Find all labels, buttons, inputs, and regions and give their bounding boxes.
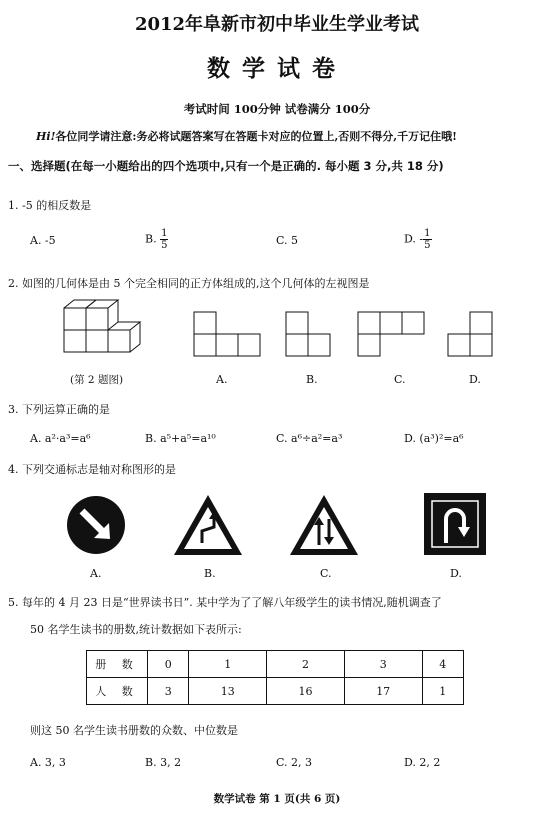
q2-view-a xyxy=(194,312,260,356)
notice-text: 各位同学请注意:务必将试题答案写在答题卡对应的位置上,否则不得分,千万记住哦! xyxy=(55,130,457,143)
section-heading: 一、选择题(在每一小题给出的四个选项中,只有一个是正确的. 每小题 3 分,共 18 分) xyxy=(8,159,444,173)
table-cell: 1 xyxy=(189,651,267,678)
q2-option-d: D. xyxy=(469,373,481,386)
q1-option-d-prefix: D. - xyxy=(404,232,424,246)
q4-option-b: B. xyxy=(204,567,216,580)
table-row xyxy=(87,651,464,678)
q3-option-a: A. a²·a³=a⁶ xyxy=(30,432,91,445)
q4-sign-b-curve-icon xyxy=(172,493,244,557)
q4-stem: 4. 下列交通标志是轴对称图形的是 xyxy=(8,463,176,476)
q1-option-a: A. -5 xyxy=(30,234,56,247)
q4-sign-a-keep-right-icon xyxy=(66,495,126,555)
q4-option-d: D. xyxy=(450,567,462,580)
table-cell: 0 xyxy=(148,651,189,678)
q2-option-c: C. xyxy=(394,373,406,386)
q1-b-denominator: 5 xyxy=(161,240,168,251)
q2-figure-caption: (第 2 题图) xyxy=(70,374,124,386)
table-cell: 3 xyxy=(344,651,422,678)
q3-option-b: B. a⁵+a⁵=a¹⁰ xyxy=(145,432,216,445)
exam-title: 2012年阜新市初中毕业生学业考试 xyxy=(134,14,420,35)
q2-solid-figure xyxy=(62,300,152,360)
q5-option-c: C. 2, 3 xyxy=(276,756,313,769)
q1-option-b-fraction xyxy=(160,228,168,251)
q3-option-d: D. (a³)²=a⁶ xyxy=(404,432,464,445)
q2-view-c xyxy=(358,312,424,356)
notice-hi: Hi! xyxy=(36,130,56,143)
exam-meta: 考试时间 100分钟 试卷满分 100分 xyxy=(183,102,371,116)
notice xyxy=(36,128,457,144)
table-cell: 17 xyxy=(344,678,422,705)
table-header-people: 人 数 xyxy=(87,678,148,705)
q1-d-numerator: 1 xyxy=(424,228,431,239)
q2-stem: 2. 如图的几何体是由 5 个完全相同的正方体组成的,这个几何体的左视图是 xyxy=(8,277,370,290)
q5-stats-table xyxy=(86,650,464,705)
q5-question: 则这 50 名学生读书册数的众数、中位数是 xyxy=(30,724,238,737)
q4-sign-c-two-way-icon xyxy=(288,493,360,557)
q1-option-b-prefix: B. xyxy=(145,232,157,246)
q2-view-d xyxy=(448,312,492,356)
q1-option-d xyxy=(404,228,432,251)
table-cell: 13 xyxy=(189,678,267,705)
q3-stem: 3. 下列运算正确的是 xyxy=(8,403,110,416)
q2-option-b: B. xyxy=(306,373,318,386)
table-cell: 1 xyxy=(422,678,463,705)
q3-option-c: C. a⁶÷a²=a³ xyxy=(276,432,343,445)
q1-d-denominator: 5 xyxy=(424,240,431,251)
q4-sign-d-u-turn-icon xyxy=(424,493,486,555)
table-cell: 2 xyxy=(267,651,345,678)
page-footer: 数学试卷 第 1 页(共 6 页) xyxy=(213,793,341,805)
table-row xyxy=(87,678,464,705)
q4-option-a: A. xyxy=(90,567,102,580)
q1-stem: 1. -5 的相反数是 xyxy=(8,199,92,212)
q5-stem-line1: 5. 每年的 4 月 23 日是“世界读书日”. 某中学为了了解八年级学生的读书情况,随机调查了 xyxy=(8,596,442,609)
q1-b-numerator: 1 xyxy=(161,228,168,239)
q5-option-b: B. 3, 2 xyxy=(145,756,182,769)
q2-option-a: A. xyxy=(216,373,228,386)
q1-option-b xyxy=(145,228,168,251)
q5-stem-line2: 50 名学生读书的册数,统计数据如下表所示: xyxy=(30,623,242,636)
table-cell: 3 xyxy=(148,678,189,705)
subject-title: 数学试卷 xyxy=(207,55,347,82)
q5-option-d: D. 2, 2 xyxy=(404,756,441,769)
table-cell: 4 xyxy=(422,651,463,678)
table-cell: 16 xyxy=(267,678,345,705)
q1-option-d-fraction xyxy=(423,228,431,251)
q1-option-c: C. 5 xyxy=(276,234,299,247)
table-header-books: 册 数 xyxy=(87,651,148,678)
q5-option-a: A. 3, 3 xyxy=(30,756,66,769)
q2-view-b xyxy=(286,312,330,356)
q4-option-c: C. xyxy=(320,567,332,580)
